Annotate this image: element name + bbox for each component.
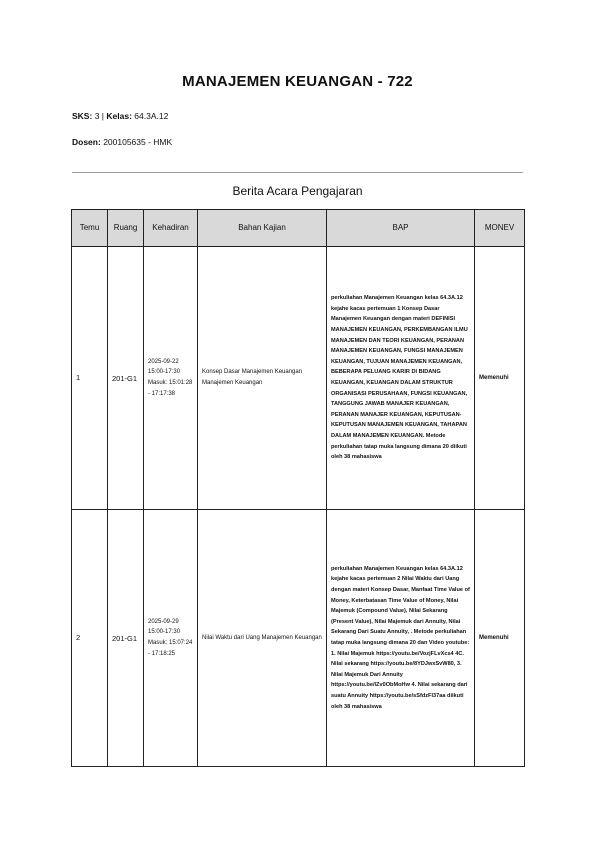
sks-label: SKS: — [72, 111, 93, 121]
column-header-temu: Temu — [72, 210, 108, 247]
table-header-row — [72, 210, 525, 247]
cell-bahan-kajian: Nilai Waktu dari Uang Manajemen Keuangan — [198, 510, 327, 767]
column-header-monev: MONEV — [475, 210, 525, 247]
sks-value: 3 — [94, 111, 100, 121]
cell-kehadiran: 2025-09-29 15:00-17:30 Masuk: 15:07:24 - 17:18:25 — [144, 510, 198, 767]
divider — [72, 172, 523, 173]
lecturer-line — [72, 137, 172, 147]
cell-kehadiran: 2025-09-22 15:00-17:30 Masuk: 15:01:28 - 17:17:38 — [144, 247, 198, 510]
cell-bap: perkuliahan Manajemen Keuangan kelas 64.3A.12 kejahe kacas pertemuan 1 Konsep Dasar Manajemen Keuangan dengan materi DEFINISI MANAJEMEN KEUANGAN, PERKEMBANGAN ILMU MANAJEMEN DAN TEORI KEUANGAN, PERANAN MANAJEMEN KEUANGAN, FUNGSI MANAJEMEN KEUANGAN, TUJUAN MANAJEMEN KEUANGAN, BEBERAPA PELUANG KARIR DI BIDANG KEUANGAN, KEUANGAN DALAM STRUKTUR ORGANISASI PERUSAHAAN, FUNGSI KEUANGAN, TANGGUNG JAWAB MANAJER KEUANGAN, PERANAN MANAJER KEUANGAN, KEPUTUSAN-KEPUTUSAN MANAJEMEN KEUANGAN, TAHAPAN DALAM MANAJEMEN KEUANGAN. Metode perkuliahan tatap muka langsung dimana 20 diikuti oleh 38 mahasiswa — [327, 247, 475, 510]
cell-temu: 1 — [72, 247, 108, 510]
kelas-label: Kelas: — [106, 111, 132, 121]
course-title: MANAJEMEN KEUANGAN - 722 — [182, 73, 413, 90]
table-row — [72, 247, 525, 510]
column-header-kehadiran: Kehadiran — [144, 210, 198, 247]
dosen-label: Dosen: — [72, 137, 101, 147]
column-header-bahan-kajian: Bahan Kajian — [198, 210, 327, 247]
teaching-report-table — [71, 209, 525, 767]
cell-monev: Memenuhi — [475, 510, 525, 767]
table-row — [72, 510, 525, 767]
separator: | — [101, 111, 105, 121]
column-header-bap: BAP — [327, 210, 475, 247]
cell-ruang: 201-G1 — [108, 247, 144, 510]
dosen-value: 200105635 - HMK — [103, 137, 173, 147]
course-meta-line — [72, 111, 168, 121]
cell-ruang: 201-G1 — [108, 510, 144, 767]
cell-bahan-kajian: Konsep Dasar Manajemen Keuangan Manajemen Keuangan — [198, 247, 327, 510]
cell-monev: Memenuhi — [475, 247, 525, 510]
column-header-ruang: Ruang — [108, 210, 144, 247]
section-title: Berita Acara Pengajaran — [232, 184, 363, 198]
cell-bap: perkuliahan Manajemen Keuangan kelas 64.3A.12 kejahe kacas pertemuan 2 Nilai Waktu dari Uang dengan materi Konsep Dasar, Manfaat Time Value of Money, Keterbatasan Time Value of Money, Nilai Majemuk (Compound Value), Nilai Sekarang (Present Value), Nilai Majemuk dari Annuity, Nilai Sekarang Dari Suatu Annuity, . Metode perkuliahan tatap muka langsung dimana 20 dan Video youtube: 1. Nilai Majemuk https://youtu.be/VozjFLvXcs4 4C. Nilai sekarang https://youtu.be/8YDJwxSvW80, 3. Nilai Majemuk Dari Annuity https://youtu.be/lZv0ObMoHw 4. Nilai sekarang dari suatu Annuity https://youtu.be/sSfdzFl37aa diikuti oleh 38 mahasiswa — [327, 510, 475, 767]
cell-temu: 2 — [72, 510, 108, 767]
kelas-value: 64.3A.12 — [134, 111, 169, 121]
